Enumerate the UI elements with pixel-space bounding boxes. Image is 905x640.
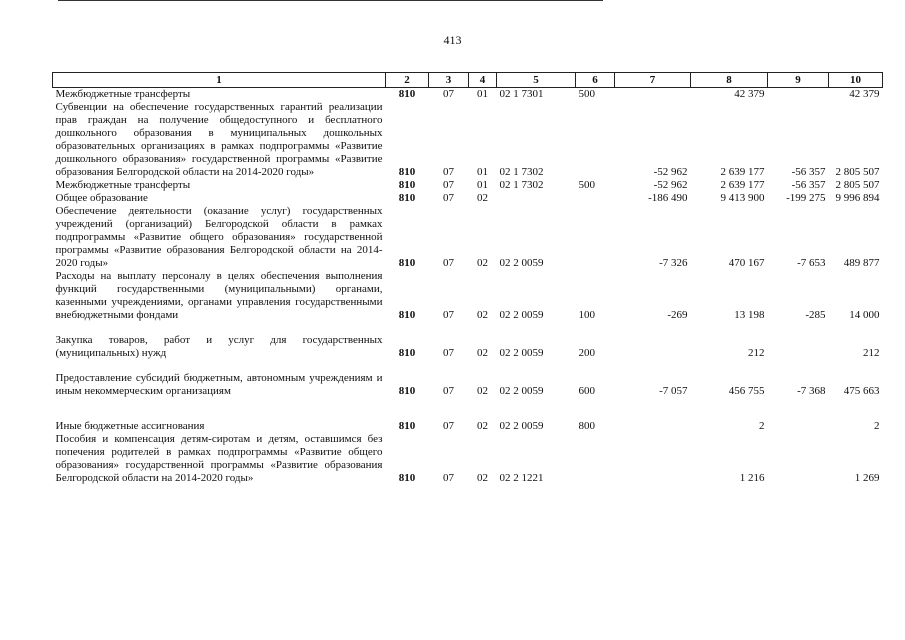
row-name-cell: Закупка товаров, работ и услуг для государственных (муниципальных) нужд [55, 334, 383, 359]
row-target-code-cell: 02 1 7301 [499, 88, 544, 100]
row-subsection-cell: 02 [477, 385, 488, 397]
row-col7-cell [615, 433, 691, 485]
row-ved-cell: 810 [398, 88, 416, 100]
row-col10-cell: 475 663 [843, 385, 880, 397]
page-number: 413 [443, 33, 462, 47]
row-col9-cell: -199 275 [786, 192, 826, 204]
row-name-cell: Предоставление субсидий бюджетным, автономным учреждениям и иным некоммерческим организациям [55, 372, 383, 397]
row-col8-cell: 212 [748, 347, 765, 359]
row-col9-cell: -56 357 [791, 179, 826, 191]
row-col8-cell: 1 216 [739, 472, 765, 484]
table-row [53, 179, 883, 192]
row-ved-cell: 810 [398, 309, 416, 321]
row-subsection-cell: 02 [477, 309, 488, 321]
table-row [53, 360, 883, 398]
row-col9-cell [768, 398, 829, 433]
row-name-cell: Расходы на выплату персоналу в целях обеспечения выполнения функций государственными (муниципальными) органами, казенными учреждениями, органами управления государственными внебюджетными фондами [55, 270, 383, 321]
header-col-pr: 4 [469, 73, 497, 88]
row-target-code-cell: 02 1 7302 [499, 179, 544, 191]
row-col10-cell: 1 269 [854, 472, 880, 484]
row-section-cell: 07 [443, 347, 454, 359]
row-col10-cell: 9 996 894 [835, 192, 880, 204]
row-expense-type-cell: 100 [578, 309, 595, 321]
table-row [53, 88, 883, 102]
row-target-code-cell: 02 2 0059 [499, 257, 544, 269]
row-col7-cell: -7 326 [659, 257, 688, 269]
row-col7-cell: -186 490 [648, 192, 688, 204]
row-target-code-cell: 02 2 0059 [499, 385, 544, 397]
row-expense-type-cell: 200 [578, 347, 595, 359]
row-col8-cell: 2 639 177 [720, 166, 765, 178]
row-target-code-cell: 02 2 0059 [499, 309, 544, 321]
row-section-cell: 07 [443, 179, 454, 191]
row-col9-cell: -7 368 [797, 385, 826, 397]
row-name-cell: Обеспечение деятельности (оказание услуг) государственных учреждений (организаций) Белгородской области в рамках подпрограммы «Развитие общего образования» государственной программы «Развитие образования Белгородской области на 2014-2020 годы» [55, 205, 383, 269]
row-subsection-cell: 02 [477, 192, 488, 204]
row-name-cell: Межбюджетные трансферты [55, 88, 191, 100]
row-target-code-cell: 02 2 1221 [499, 472, 544, 484]
row-expense-type-cell: 600 [578, 385, 595, 397]
row-col9-cell: -7 653 [797, 257, 826, 269]
table-row [53, 322, 883, 360]
row-ved-cell: 810 [398, 179, 416, 191]
header-col-9: 9 [768, 73, 829, 88]
table-row [53, 398, 883, 433]
row-ved-cell: 810 [398, 472, 416, 484]
header-col-rz: 3 [429, 73, 469, 88]
row-ved-cell: 810 [398, 257, 416, 269]
row-col10-cell: 2 [874, 420, 880, 432]
row-name-cell: Межбюджетные трансферты [55, 179, 191, 191]
row-col8-cell: 2 639 177 [720, 179, 765, 191]
table-row [53, 192, 883, 205]
header-col-vr: 6 [576, 73, 615, 88]
row-name-cell: Иные бюджетные ассигнования [55, 420, 205, 432]
row-col8-cell: 13 198 [734, 309, 765, 321]
row-section-cell: 07 [443, 257, 454, 269]
row-col8-cell: 456 755 [728, 385, 765, 397]
row-subsection-cell: 01 [477, 88, 488, 100]
row-target-code-cell: 02 1 7302 [499, 166, 544, 178]
row-subsection-cell: 01 [477, 179, 488, 191]
row-col9-cell [768, 322, 829, 360]
row-col10-cell: 14 000 [849, 309, 880, 321]
row-ved-cell: 810 [398, 166, 416, 178]
table-row [53, 205, 883, 270]
row-target-code-cell: 02 2 0059 [499, 347, 544, 359]
row-col9-cell: -56 357 [791, 166, 826, 178]
row-col8-cell: 2 [759, 420, 765, 432]
row-col10-cell: 42 379 [849, 88, 880, 100]
row-col7-cell [615, 322, 691, 360]
row-col10-cell: 2 805 507 [835, 179, 880, 191]
row-subsection-cell: 01 [477, 166, 488, 178]
row-target-code-cell [497, 192, 576, 205]
row-col7-cell: -52 962 [653, 166, 688, 178]
row-col7-cell [615, 88, 691, 102]
row-expense-type-cell [576, 101, 615, 179]
table-row [53, 101, 883, 179]
top-rule [58, 0, 603, 1]
header-col-name: 1 [53, 73, 386, 88]
budget-table [52, 72, 883, 485]
row-target-code-cell: 02 2 0059 [499, 420, 544, 432]
row-section-cell: 07 [443, 88, 454, 100]
row-col8-cell: 42 379 [734, 88, 765, 100]
row-expense-type-cell [576, 192, 615, 205]
table-row [53, 270, 883, 322]
row-subsection-cell: 02 [477, 420, 488, 432]
row-subsection-cell: 02 [477, 347, 488, 359]
row-name-cell: Общее образование [55, 192, 148, 204]
row-col7-cell: -7 057 [659, 385, 688, 397]
row-ved-cell: 810 [398, 192, 416, 204]
row-col7-cell: -269 [667, 309, 688, 321]
row-subsection-cell: 02 [477, 257, 488, 269]
row-ved-cell: 810 [398, 385, 416, 397]
row-ved-cell: 810 [398, 420, 416, 432]
header-col-10: 10 [829, 73, 883, 88]
row-col10-cell: 2 805 507 [835, 166, 880, 178]
row-section-cell: 07 [443, 385, 454, 397]
row-section-cell: 07 [443, 472, 454, 484]
row-col9-cell: -285 [805, 309, 826, 321]
row-col8-cell: 470 167 [728, 257, 765, 269]
row-col9-cell [768, 433, 829, 485]
row-ved-cell: 810 [398, 347, 416, 359]
row-name-cell: Пособия и компенсация детям-сиротам и детям, оставшимся без попечения родителей в рамках подпрограммы «Развитие общего образования» государственной программы «Развитие образования Белгородской области на 2014-2020 годы» [55, 433, 383, 484]
row-expense-type-cell: 500 [578, 179, 595, 191]
row-subsection-cell: 02 [477, 472, 488, 484]
row-expense-type-cell [576, 205, 615, 270]
row-col7-cell: -52 962 [653, 179, 688, 191]
row-col8-cell: 9 413 900 [720, 192, 765, 204]
row-col9-cell [768, 88, 829, 102]
header-col-ved: 2 [386, 73, 429, 88]
header-col-7: 7 [615, 73, 691, 88]
row-section-cell: 07 [443, 166, 454, 178]
row-col10-cell: 489 877 [843, 257, 880, 269]
row-col10-cell: 212 [863, 347, 880, 359]
table-row [53, 433, 883, 485]
row-name-cell: Субвенции на обеспечение государственных гарантий реализации прав граждан на получение общедоступного и бесплатного дошкольного образования в муниципальных дошкольных образовательных организациях в рамках подпрограммы «Развитие дошкольного образования» государственной программы «Развитие образования Белгородской области на 2014-2020 годы» [55, 101, 383, 178]
row-expense-type-cell: 800 [578, 420, 595, 432]
header-col-csr: 5 [497, 73, 576, 88]
row-col7-cell [615, 398, 691, 433]
row-expense-type-cell: 500 [578, 88, 595, 100]
header-row [53, 73, 883, 88]
row-section-cell: 07 [443, 420, 454, 432]
header-col-8: 8 [691, 73, 768, 88]
table-body [53, 88, 883, 486]
row-section-cell: 07 [443, 192, 454, 204]
row-expense-type-cell [576, 433, 615, 485]
row-section-cell: 07 [443, 309, 454, 321]
